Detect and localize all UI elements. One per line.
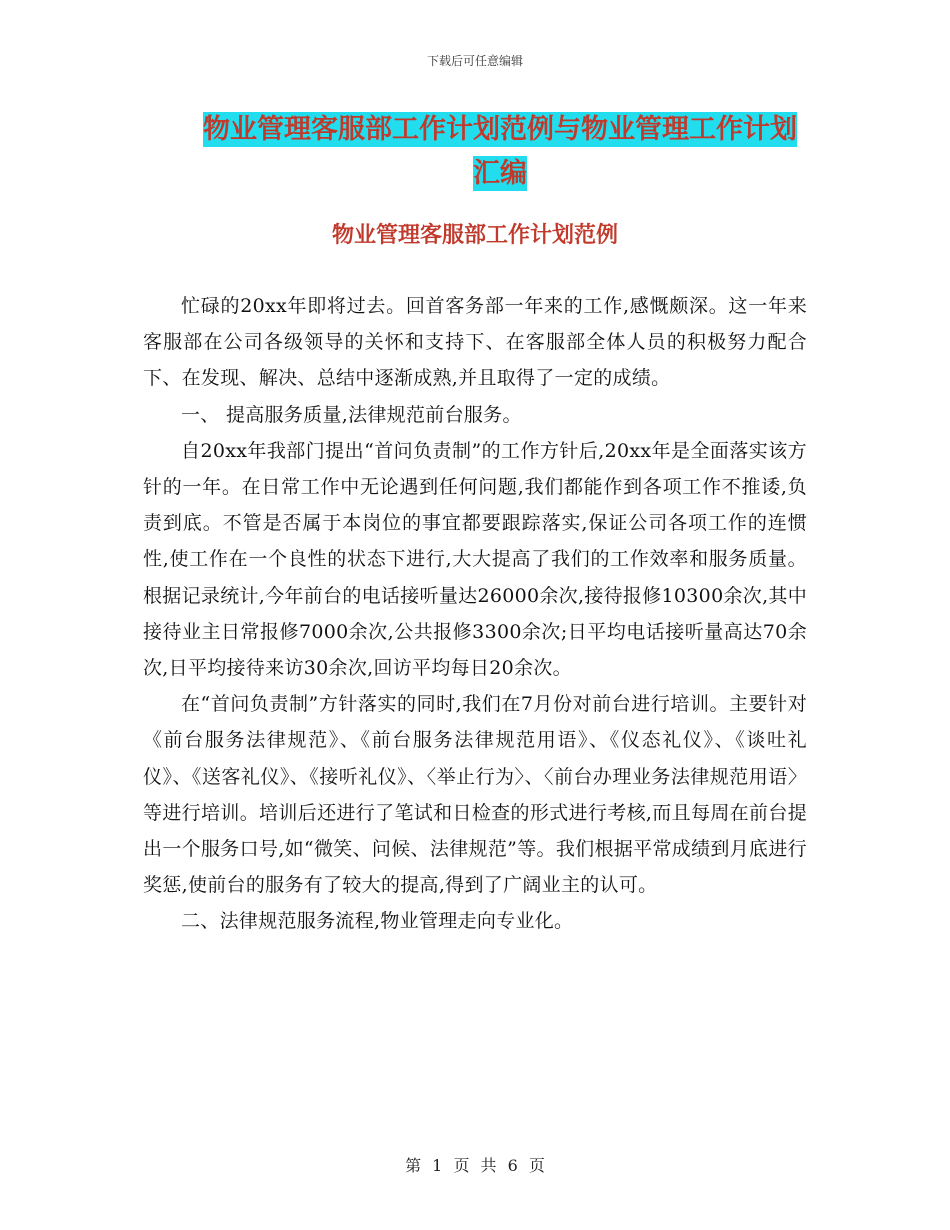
document-title-text: 物业管理客服部工作计划范例与物业管理工作计划汇编 [203,114,797,189]
paragraph-first-inquiry: 自20xx年我部门提出“首问负责制”的工作方针后,20xx年是全面落实该方针的一年。在日常工作中无论遇到任何问题,我们都能作到各项工作不推诿,负责到底。不管是否属于本岗位的事宜都要跟踪落实,保证公司各项工作的连惯性,使工作在一个良性的状态下进行,大大提高了我们的工作效率和服务质量。根据记录统计,今年前台的电话接听量达26000余次,接待报修10300余次,其中接待业主日常报修7000余次,公共报修3300余次;日平均电话接听量高达70余次,日平均接待来访30余次,回访平均每日20余次。 [143,439,808,680]
document-title [190,108,810,196]
paragraph-training: 在“首问负责制”方针落实的同时,我们在7月份对前台进行培训。主要针对《前台服务法律规范》、《前台服务法律规范用语》、《仪态礼仪》、《谈吐礼仪》、《送客礼仪》、《接听礼仪》、〈举止行为〉、〈前台办理业务法律规范用语〉等进行培训。培训后还进行了笔试和日检查的形式进行考核,而且每周在前台提出一个服务口号,如“微笑、问候、法律规范”等。我们根据平常成绩到月底进行奖惩,使前台的服务有了较大的提高,得到了广阔业主的认可。 [143,693,807,897]
document-body [143,288,807,940]
page-number: 第 1 页 共 6 页 [405,1156,545,1175]
paragraph-heading-1: 一、 提高服务质量,法律规范前台服务。 [181,403,522,426]
section-title: 物业管理客服部工作计划范例 [331,223,618,248]
paragraph-intro: 忙碌的20xx年即将过去。回首客务部一年来的工作,感慨颇深。这一年来客服部在公司各级领导的关怀和支持下、在客服部全体人员的积极努力配合下、在发现、解决、总结中逐渐成熟,并且取得了一定的成绩。 [143,295,807,390]
paragraph-heading-2: 二、法律规范服务流程,物业管理走向专业化。 [181,910,574,933]
header-note: 下载后可任意编辑 [426,54,523,68]
